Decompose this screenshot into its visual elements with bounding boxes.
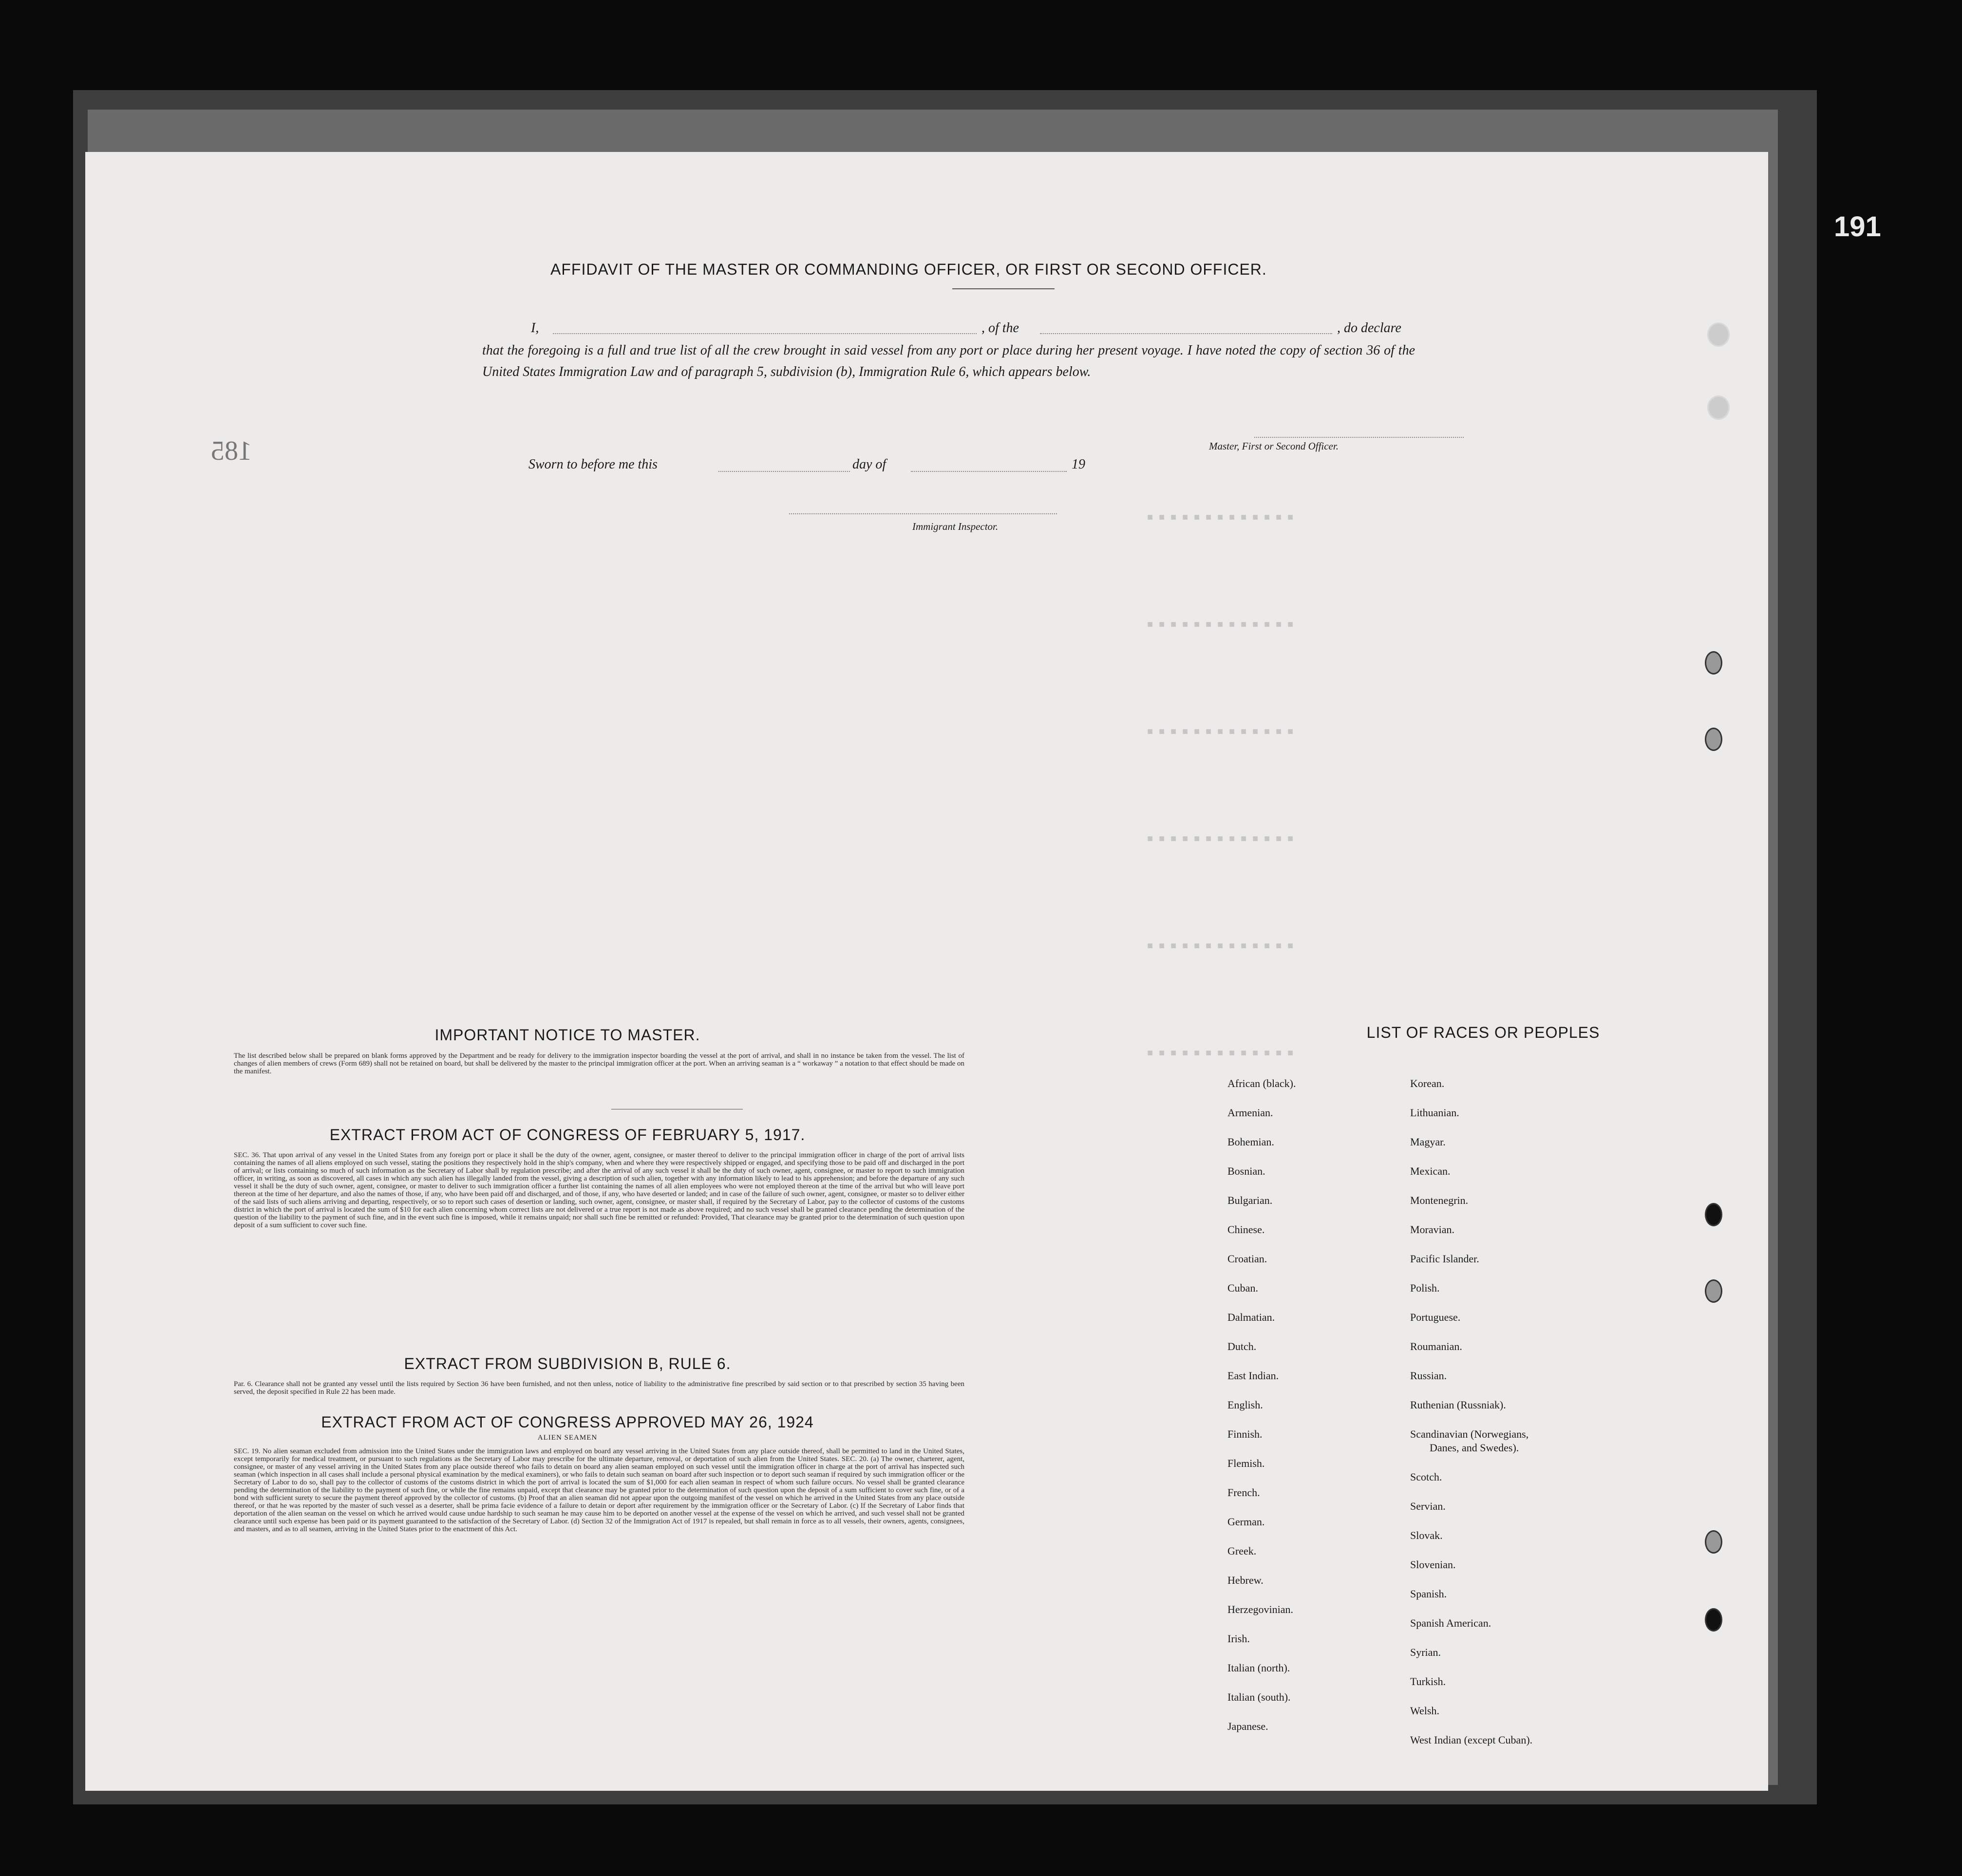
race-right-item: Montenegrin. [1410, 1194, 1469, 1206]
race-left-item: Italian (north). [1227, 1662, 1290, 1674]
bleed-through-row: ■ ■ ■ ■ ■ ■ ■ ■ ■ ■ ■ ■ ■ [1147, 512, 1294, 524]
sworn-day-label: day of [852, 457, 887, 472]
binder-hole [1705, 651, 1722, 675]
extract-1924-title: EXTRACT FROM ACT OF CONGRESS APPROVED MAY 26, 1924 [321, 1413, 814, 1431]
binder-hole-ghost [1707, 322, 1730, 347]
bleed-through-row: ■ ■ ■ ■ ■ ■ ■ ■ ■ ■ ■ ■ ■ [1147, 834, 1294, 845]
vessel-prefix: , of the [981, 320, 1019, 336]
divider-rule [952, 288, 1055, 289]
race-right-item: Scotch. [1410, 1471, 1442, 1483]
binder-hole [1705, 1530, 1722, 1554]
bleed-through-row: ■ ■ ■ ■ ■ ■ ■ ■ ■ ■ ■ ■ ■ [1147, 727, 1294, 738]
race-left-item: Chinese. [1227, 1223, 1265, 1236]
vessel-name-field[interactable] [1040, 333, 1332, 334]
binder-hole [1705, 1608, 1722, 1632]
race-left-item: Irish. [1227, 1632, 1250, 1645]
notice-text: The list described below shall be prepared on blank forms approved by the Department and be ready for delivery to the immigration inspector boarding the vessel at the port of arrival, and shall in no instance be taken from the vessel. The list of changes of alien members of crews (Form 689) shall not be retained on board, but shall be delivered by the master to the principal immigration officer at the port. When an arriving seaman is a “ workaway ” a notation to that effect should be made on the manifest. [234, 1052, 964, 1075]
notice-title: IMPORTANT NOTICE TO MASTER. [434, 1026, 700, 1044]
binder-hole [1705, 728, 1722, 751]
race-left-item: Flemish. [1227, 1457, 1265, 1469]
race-left-item: Japanese. [1227, 1720, 1268, 1732]
race-right-item: Pacific Islander. [1410, 1253, 1479, 1265]
master-signature-field[interactable] [1254, 437, 1464, 438]
race-left-item: Bosnian. [1227, 1165, 1265, 1177]
race-right-item: Mexican. [1410, 1165, 1451, 1177]
rule6-text: Par. 6. Clearance shall not be granted any vessel until the lists required by Section 36 have been furnished, and not then unless, notice of liability to the administrative fine prescribed by said section or to that prescribed by section 35 having been served, the deposit specified in Rule 22 has been made. [234, 1380, 964, 1396]
bleed-through-row: ■ ■ ■ ■ ■ ■ ■ ■ ■ ■ ■ ■ ■ [1147, 1048, 1294, 1059]
race-left-item: Hebrew. [1227, 1574, 1264, 1586]
race-left-item: Croatian. [1227, 1253, 1267, 1265]
race-right-item: West Indian (except Cuban). [1410, 1734, 1533, 1746]
race-right-item: Spanish. [1410, 1588, 1447, 1600]
race-left-item: Armenian. [1227, 1107, 1273, 1119]
folio-number: 191 [1834, 211, 1881, 243]
extract-1917-text: SEC. 36. That upon arrival of any vessel in the United States from any foreign port or place it shall be the duty of the owner, agent, consignee, or master thereof to deliver to the principal immigration officer in charge of the port of arrival lists containing the names of all aliens employed on such vessel, stating the positions they respectively hold in the ship's company, when and where they were respectively shipped or engaged, and specifying those to be paid off and discharged in the port of arrival; or lists containing so much of such information as the Secretary of Labor shall by regulation prescribe; and after the arrival of any such vessel it shall be the duty of such owner, agent, consignee, or master to report to such immigration officer, in writing, as soon as discovered, all cases in which any such alien has illegally landed from the vessel, giving a description of such alien, together with any information likely to lead to his apprehension; and before the departure of any such vessel it shall be the duty of such owner, agent, consignee, or master to deliver to such immigration officer a further list containing the names of all alien employees who were not employed thereon at the time of the arrival but who will leave port thereon at the time of her departure, and also the names of those, if any, who have been paid off and discharged, and of those, if any, who have deserted or landed; and in case of the failure of such owner, agent, consignee, or master so to deliver either of the said lists of such aliens arriving and departing, respectively, or so to report such cases of desertion or landing, such owner, agent, consignee, or master shall, if required by the Secretary of Labor, pay to the collector of customs of the customs district in which the port of arrival is located the sum of $10 for each alien concerning whom correct lists are not delivered or a true report is not made as above required; and no such vessel shall be granted clearance pending the determination of the question of the liability to the payment of such fine, and in the event such fine is imposed, while it remains unpaid; nor shall such fine be remitted or refunded: Provided, That clearance may be granted prior to the determination of such question upon deposit of a sum sufficient to cover such fine. [234, 1151, 964, 1229]
race-right-item: Russian. [1410, 1369, 1447, 1382]
race-right-item: Danes, and Swedes). [1430, 1442, 1519, 1454]
binder-hole [1705, 1279, 1722, 1303]
race-left-item: East Indian. [1227, 1369, 1279, 1382]
race-left-item: Finnish. [1227, 1428, 1263, 1440]
sworn-prefix: Sworn to before me this [528, 457, 658, 472]
race-left-item: French. [1227, 1486, 1260, 1499]
race-right-item: Slovak. [1410, 1529, 1443, 1541]
race-right-item: Magyar. [1410, 1136, 1446, 1148]
inspector-signature-field[interactable] [789, 513, 1057, 514]
sworn-month-field[interactable] [911, 471, 1067, 472]
race-right-item: Portuguese. [1410, 1311, 1461, 1323]
race-left-item: Dalmatian. [1227, 1311, 1275, 1323]
race-right-item: Roumanian. [1410, 1340, 1462, 1352]
race-left-item: Bulgarian. [1227, 1194, 1273, 1206]
race-right-item: Spanish American. [1410, 1617, 1491, 1629]
race-left-item: Greek. [1227, 1545, 1257, 1557]
race-left-item: English. [1227, 1399, 1263, 1411]
declarant-prefix: I, [531, 320, 539, 336]
sworn-day-field[interactable] [718, 471, 850, 472]
race-left-item: Dutch. [1227, 1340, 1257, 1352]
old-folio-number: 185 [211, 436, 252, 466]
race-left-item: German. [1227, 1516, 1265, 1528]
race-right-item: Syrian. [1410, 1646, 1441, 1658]
race-right-item: Turkish. [1410, 1675, 1446, 1688]
race-right-item: Servian. [1410, 1500, 1446, 1512]
race-left-item: Cuban. [1227, 1282, 1258, 1294]
extract-1917-title: EXTRACT FROM ACT OF CONGRESS OF FEBRUARY 5, 1917. [329, 1126, 806, 1144]
race-right-item: Ruthenian (Russniak). [1410, 1399, 1506, 1411]
master-caption: Master, First or Second Officer. [1209, 440, 1339, 452]
races-title: LIST OF RACES OR PEOPLES [1366, 1024, 1600, 1041]
binder-hole [1705, 1203, 1722, 1226]
binder-hole-ghost [1707, 395, 1730, 420]
race-right-item: Polish. [1410, 1282, 1440, 1294]
rule6-title: EXTRACT FROM SUBDIVISION B, RULE 6. [404, 1355, 731, 1372]
race-right-item: Slovenian. [1410, 1558, 1456, 1571]
race-right-item: Korean. [1410, 1077, 1445, 1089]
race-right-item: Scandinavian (Norwegians, [1410, 1428, 1529, 1440]
race-left-item: African (black). [1227, 1077, 1296, 1089]
race-right-item: Lithuanian. [1410, 1107, 1459, 1119]
declarant-name-field[interactable] [553, 333, 977, 334]
inspector-caption: Immigrant Inspector. [912, 521, 999, 532]
race-left-item: Italian (south). [1227, 1691, 1291, 1703]
race-right-item: Moravian. [1410, 1223, 1455, 1236]
race-left-item: Herzegovinian. [1227, 1603, 1293, 1615]
extract-1924-subtitle: ALIEN SEAMEN [537, 1434, 598, 1442]
race-right-item: Welsh. [1410, 1705, 1439, 1717]
extract-1924-text: SEC. 19. No alien seaman excluded from admission into the United States under the immigration laws and employed on board any vessel arriving in the United States from any place outside thereof, shall be permitted to land in the United States, except temporarily for medical treatment, or pursuant to such regulations as the Secretary of Labor may prescribe for the ultimate departure, removal, or deportation of such alien from the United States. SEC. 20. (a) The owner, charterer, agent, consignee, or master of any vessel arriving in the United States from any place outside thereof who fails to detain on board any alien seaman employed on such vessel until the immigration officer in charge at the port of arrival has inspected such seaman (which inspection in all cases shall include a personal physical examination by the medical examiners), or who fails to detain such seaman on board after such inspection or to deport such seaman if required by such immigration officer or the Secretary of Labor to do so, shall pay to the collector of customs of the customs district in which the port of arrival is located the sum of $1,000 for each alien seaman in respect of whom such failure occurs. No vessel shall be granted clearance pending the determination of the liability to the payment of such fine, or while the fine remains unpaid, except that clearance may be granted prior to the determination of such question upon the deposit of a sum sufficient to cover such fine, or of a bond with sufficient surety to secure the payment thereof approved by the collector of customs. (b) Proof that an alien seaman did not appear upon the outgoing manifest of the vessel on which he arrived in the United States from any place outside thereof, or that he was reported by the master of such vessel as a deserter, shall be prima facie evidence of a failure to detain or deport after requirement by the immigration officer or the Secretary of Labor. (c) If the Secretary of Labor finds that deportation of the alien seaman on the vessel on which he arrived would cause undue hardship to such seaman he may cause him to be deported on another vessel at the expense of the vessel on which he arrived, and such vessel shall not be granted clearance until such expense has been paid or its payment guaranteed to the satisfaction of the Secretary of Labor. (d) Section 32 of the Immigration Act of 1917 is repealed, but shall remain in force as to all vessels, their owners, agents, consignees, and masters, and as to all seamen, arriving in the United States prior to the enactment of this Act. [234, 1447, 964, 1533]
affidavit-title: AFFIDAVIT OF THE MASTER OR COMMANDING OFFICER, OR FIRST OR SECOND OFFICER. [550, 261, 1267, 278]
sworn-year-prefix: 19 [1072, 457, 1085, 472]
bleed-through-row: ■ ■ ■ ■ ■ ■ ■ ■ ■ ■ ■ ■ ■ [1147, 619, 1294, 631]
bleed-through-row: ■ ■ ■ ■ ■ ■ ■ ■ ■ ■ ■ ■ ■ [1147, 941, 1294, 952]
declare-suffix: , do declare [1337, 320, 1401, 336]
declaration-text: that the foregoing is a full and true list of all the crew brought in said vessel from any port or place during her present voyage. I have noted the copy of section 36 of the United States Immigration Law and of paragraph 5, subdivision (b), Immigration Rule 6, which appears below. [482, 343, 1415, 379]
document-page [85, 152, 1768, 1791]
race-left-item: Bohemian. [1227, 1136, 1274, 1148]
